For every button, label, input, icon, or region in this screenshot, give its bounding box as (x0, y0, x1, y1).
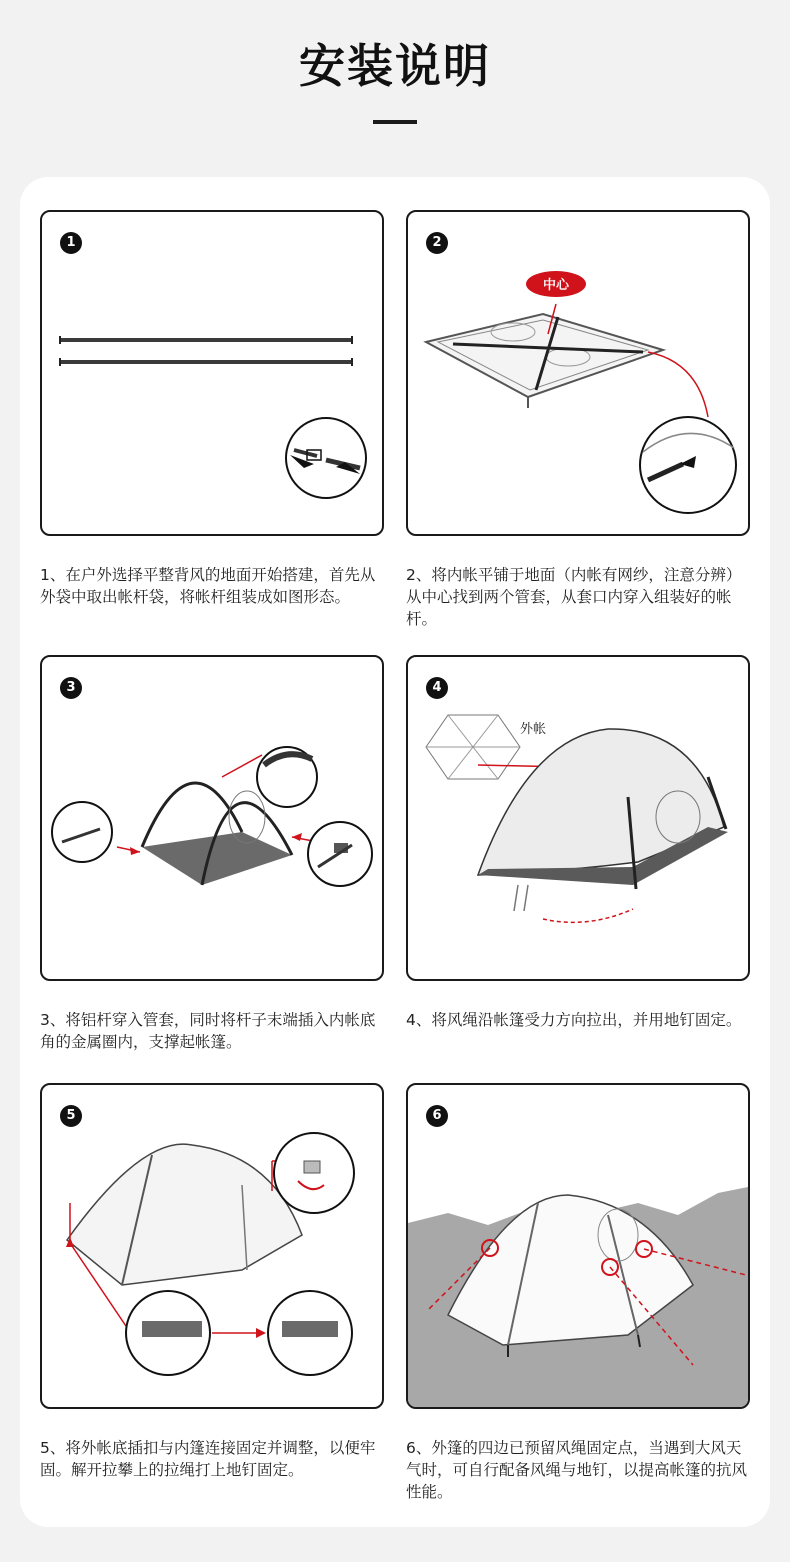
step-2-number-badge: 2 (426, 232, 448, 254)
rainfly-label: 外帐 (520, 722, 547, 737)
page-title: 安装说明 (299, 39, 491, 93)
wind-points-drawing (408, 1085, 748, 1407)
step-5-illustration (40, 1083, 384, 1409)
rainfly-hexagon-diagram (426, 715, 520, 779)
step-3-illustration (40, 655, 384, 981)
step-5-description: 5、将外帐底插扣与内篷连接固定并调整，以便牢固。解开拉攀上的拉绳打上地钉固定。 (40, 1439, 376, 1479)
instructions-card (20, 177, 770, 1527)
step-4-description: 4、将风绳沿帐篷受力方向拉出，并用地钉固定。 (406, 1011, 742, 1029)
tent-pole-bottom (60, 358, 352, 366)
step-2-illustration (406, 210, 750, 536)
step-6-illustration (406, 1083, 750, 1409)
assembled-poles-drawing (42, 212, 382, 534)
step-4-illustration (406, 655, 750, 981)
pole-insertion-drawing (42, 657, 382, 979)
step-3-description: 3、将铝杆穿入管套，同时将杆子末端插入内帐底角的金属圈内，支撑起帐篷。 (40, 1011, 376, 1051)
step-6-number-badge: 6 (426, 1105, 448, 1127)
step-1-description: 1、在户外选择平整背风的地面开始搭建，首先从外袋中取出帐杆袋，将帐杆组装成如图形态。 (40, 566, 376, 606)
step-5-number-badge: 5 (60, 1105, 82, 1127)
step-1-illustration (40, 210, 384, 536)
sleeve-zoom-icon (640, 417, 736, 513)
pole-joint-zoom-icon (286, 418, 366, 498)
step-4-number-badge: 4 (426, 677, 448, 699)
center-label: 中心 (542, 278, 570, 293)
buckle-attachment-drawing (42, 1085, 382, 1407)
inner-tent-floor-drawing (408, 212, 748, 534)
step-6-description: 6、外篷的四边已预留风绳固定点，当遇到大风天气时，可自行配备风绳与地钉，以提高帐篷的抗风性能。 (406, 1439, 748, 1501)
step-2-description: 2、将内帐平铺于地面（内帐有网纱，注意分辨）从中心找到两个管套，从套口内穿入组装好的帐杆。 (406, 566, 742, 628)
step-1-number-badge: 1 (60, 232, 82, 254)
tent-pole-top (60, 336, 352, 344)
step-3-number-badge: 3 (60, 677, 82, 699)
guyline-staking-drawing (408, 657, 748, 979)
title-underline (373, 120, 417, 124)
